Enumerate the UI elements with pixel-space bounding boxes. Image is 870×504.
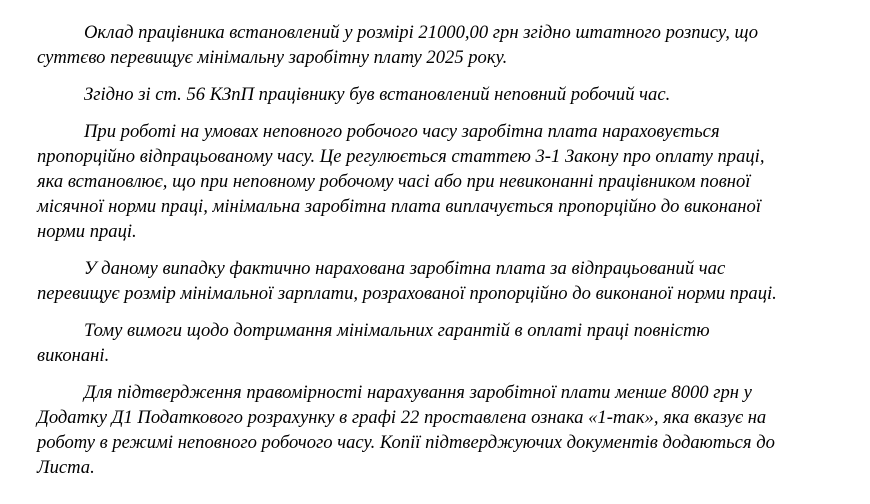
paragraph-line: При роботі на умовах неповного робочого часу заробітна плата нараховується: [84, 121, 720, 142]
paragraph-line: Додатку Д1 Податкового розрахунку в графі 22 проставлена ознака «1-так», яка вказує на: [37, 407, 767, 428]
paragraph-line: Тому вимоги щодо дотримання мінімальних гарантій в оплаті праці повністю: [84, 320, 710, 341]
paragraph-line: місячної норми праці, мінімальна заробітна плата виплачується пропорційно до виконаної: [37, 196, 761, 217]
paragraph-line: виконані.: [37, 345, 110, 366]
paragraph-line: Згідно зі ст. 56 КЗпП працівнику був встановлений неповний робочий час.: [84, 84, 671, 105]
paragraph-line: Листа.: [37, 457, 95, 478]
paragraph-confirmation: [37, 380, 837, 480]
paragraph-line: Для підтвердження правомірності нарахування заробітної плати менше 8000 грн у: [84, 382, 752, 403]
paragraph-line: яка встановлює, що при неповному робочому часі або при невиконанні працівником повної: [37, 171, 751, 192]
paragraph-line: У даному випадку фактично нарахована заробітна плата за відпрацьований час: [84, 258, 726, 279]
paragraph-part-time: [37, 82, 837, 107]
paragraph-proportional-pay: [37, 119, 837, 244]
document-body: [37, 20, 837, 492]
paragraph-line: роботу в режимі неповного робочого часу. Копії підтверджуючих документів додаються до: [37, 432, 775, 453]
paragraph-guarantees: [37, 318, 837, 368]
paragraph-line: норми праці.: [37, 221, 137, 242]
paragraph-line: пропорційно відпрацьованому часу. Це регулюється статтею 3-1 Закону про оплату праці,: [37, 146, 765, 167]
paragraph-salary: [37, 20, 837, 70]
paragraph-actual-pay: [37, 256, 837, 306]
paragraph-line: перевищує розмір мінімальної зарплати, розрахованої пропорційно до виконаної норми праці.: [37, 283, 777, 304]
paragraph-line: Оклад працівника встановлений у розмірі 21000,00 грн згідно штатного розпису, що: [84, 22, 759, 43]
paragraph-line: суттєво перевищує мінімальну заробітну плату 2025 року.: [37, 47, 508, 68]
